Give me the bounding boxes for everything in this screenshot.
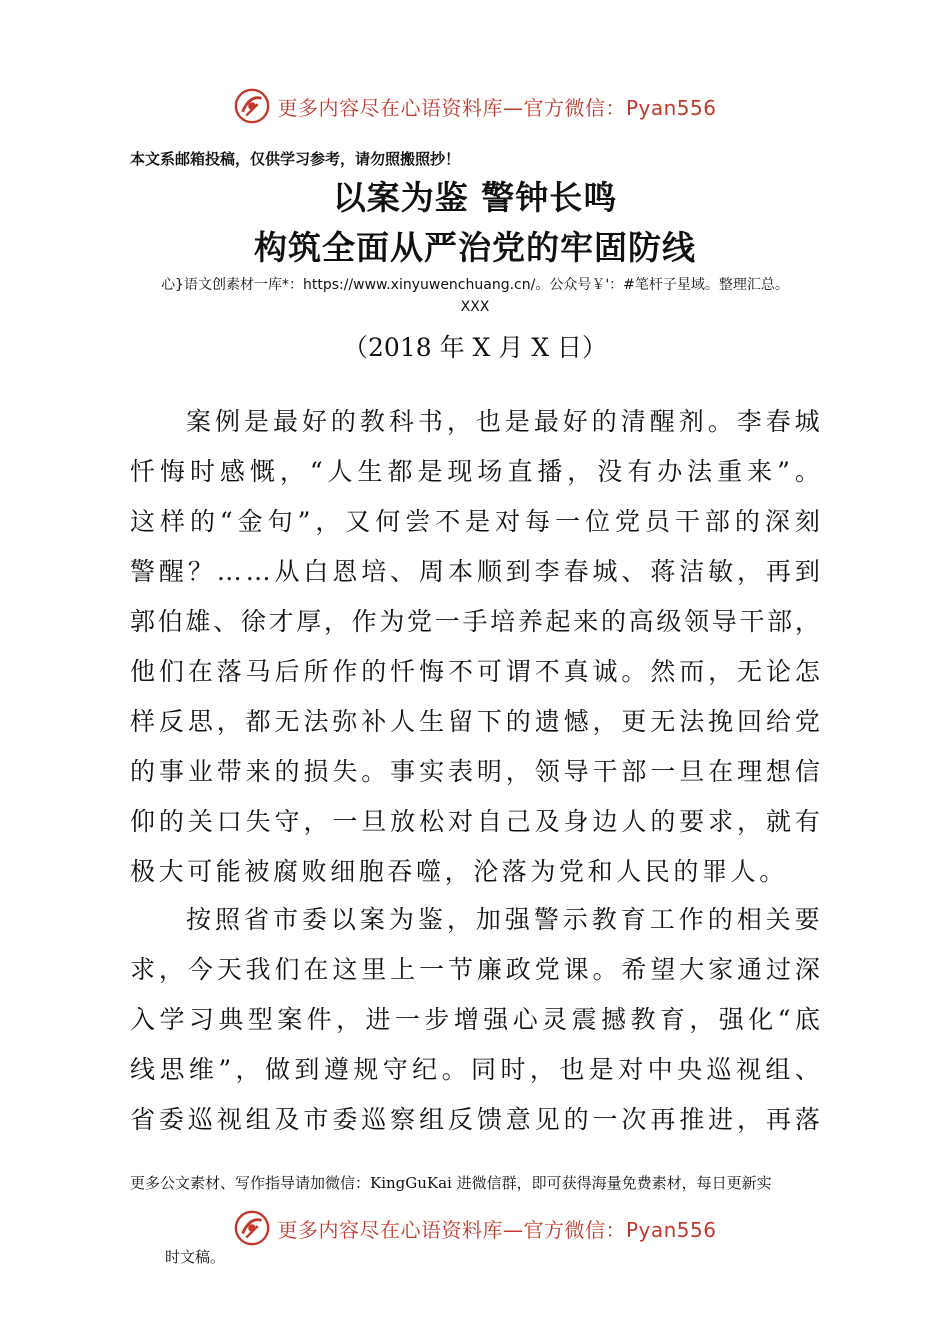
source-line: 心}语文创素材一库*：https://www.xinyuwenchuang.cn/。公众号￥'：#笔杆子星域。整理汇总。 (161, 277, 789, 293)
body-line: 案 例 是 最 好 的 教 科 书 ， 也 是 最 好 的 清 醒 剂 。 李 春 城 (186, 407, 820, 436)
body-line: 忏 悔 时 感 慨 ， “ 人 生 都 是 现 场 直 播 ， 没 有 办 法 重 来 ” 。 (130, 457, 820, 486)
date: （2018 年 X 月 X 日） (343, 333, 607, 362)
title-line-2: 构筑全面从严治党的牢固防线 (254, 228, 696, 267)
footer-watermark (0, 1208, 950, 1248)
body-line: 警 醒 ？ … … 从 白 恩 培 、 周 本 顺 到 李 春 城 、 蒋 洁 敏 ， 再 到 (130, 557, 820, 586)
author: XXX (460, 299, 490, 315)
body-line: 按 照 省 市 委 以 案 为 鉴 ， 加 强 警 示 教 育 工 作 的 相 关 要 (186, 905, 820, 934)
header-watermark (0, 86, 950, 126)
header-watermark-text: 更多内容尽在心语资料库—官方微信：Pyan556 (277, 95, 717, 120)
footer-note-continued: 时文稿。 (165, 1248, 226, 1266)
brand-logo-icon (233, 87, 271, 125)
body-line: 样 反 思 ， 都 无 法 弥 补 人 生 留 下 的 遗 憾 ， 更 无 法 挽 回 给 党 (130, 707, 820, 736)
footer-watermark-text: 更多内容尽在心语资料库—官方微信：Pyan556 (277, 1217, 717, 1242)
body-line: 线 思 维 ” ， 做 到 遵 规 守 纪 。 同 时 ， 也 是 对 中 央 巡 视 组 、 (130, 1055, 820, 1084)
body-line: 仰 的 关 口 失 守 ， 一 旦 放 松 对 自 己 及 身 边 人 的 要 求 ， 就 有 (130, 807, 820, 836)
body-line: 的 事 业 带 来 的 损 失 。 事 实 表 明 ， 领 导 干 部 一 旦 在 理 想 信 (130, 757, 820, 786)
body-line: 省 委 巡 视 组 及 市 委 巡 察 组 反 馈 意 见 的 一 次 再 推 进 ， 再 落 (130, 1105, 820, 1134)
brand-logo-icon (233, 1209, 271, 1247)
body-line: 极大可能被腐败细胞吞噬，沦落为党和人民的罪人。 (130, 857, 788, 886)
body-line: 郭 伯 雄 、 徐 才 厚 ， 作 为 党 一 手 培 养 起 来 的 高 级 领 导 干 部 ， (130, 607, 820, 636)
body-line: 他 们 在 落 马 后 所 作 的 忏 悔 不 可 谓 不 真 诚 。 然 而 ， 无 论 怎 (130, 657, 820, 686)
body-line: 求 ， 今 天 我 们 在 这 里 上 一 节 廉 政 党 课 。 希 望 大 家 通 过 深 (130, 955, 820, 984)
notice-text: 本文系邮箱投稿，仅供学习参考，请勿照搬照抄！ (130, 150, 461, 168)
footer-note: 更多公文素材、写作指导请加微信：KingGuKai 进微信群，即可获得海量免费素材，每日更新实 (130, 1174, 772, 1192)
title-line-1: 以案为鉴 警钟长鸣 (332, 178, 618, 217)
body-line: 这 样 的 “ 金 句 ” ， 又 何 尝 不 是 对 每 一 位 党 员 干 部 的 深 刻 (130, 507, 820, 536)
body-line: 入 学 习 典 型 案 件 ， 进 一 步 增 强 心 灵 震 撼 教 育 ， 强 化 “ 底 (130, 1005, 820, 1034)
